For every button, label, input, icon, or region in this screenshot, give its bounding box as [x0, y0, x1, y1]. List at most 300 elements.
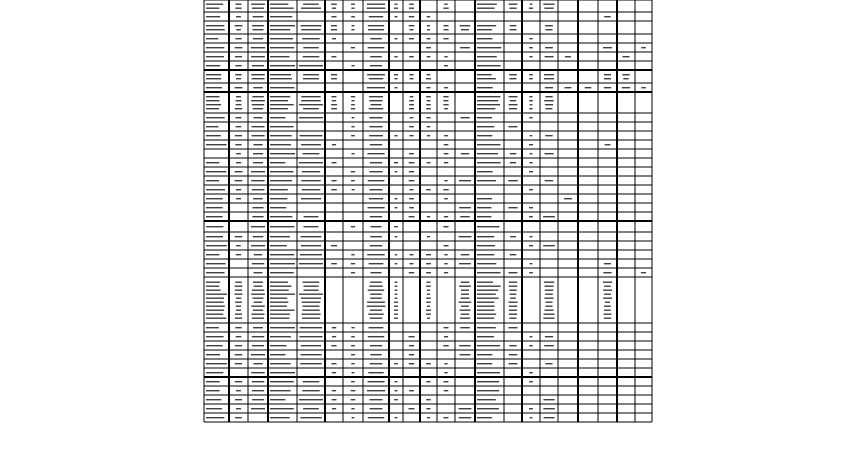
- cell-text-mark: [369, 198, 383, 199]
- cell-text-mark: [394, 162, 398, 163]
- cell-text-mark: [270, 298, 287, 299]
- cell-text-mark: [459, 286, 471, 287]
- cell-text-mark: [426, 96, 431, 97]
- cell-text-mark: [254, 302, 263, 303]
- cell-text-mark: [270, 153, 295, 154]
- cell-text-mark: [409, 171, 414, 172]
- cell-text-mark: [409, 38, 414, 39]
- cell-text-mark: [459, 207, 471, 208]
- cell-text-mark: [235, 65, 241, 66]
- cell-text-mark: [543, 318, 554, 319]
- cell-text-mark: [529, 74, 533, 75]
- cell-text-mark: [459, 417, 472, 418]
- cell-text-mark: [409, 336, 415, 337]
- cell-text-mark: [300, 417, 321, 418]
- cell-text-mark: [206, 290, 221, 291]
- cell-text-mark: [641, 87, 646, 88]
- cell-text-mark: [443, 38, 448, 39]
- cell-text-mark: [368, 47, 385, 48]
- cell-text-mark: [251, 245, 265, 246]
- cell-text-mark: [270, 171, 293, 172]
- cell-text-mark: [251, 408, 265, 409]
- cell-text-mark: [545, 180, 554, 181]
- cell-text-mark: [564, 198, 572, 199]
- cell-text-mark: [368, 180, 385, 181]
- cell-text-mark: [394, 56, 397, 57]
- cell-text-mark: [509, 96, 518, 97]
- cell-text-mark: [477, 171, 493, 172]
- cell-text-mark: [270, 286, 292, 287]
- cell-text-mark: [622, 74, 629, 75]
- cell-text-mark: [299, 117, 323, 118]
- cell-text-mark: [351, 345, 355, 346]
- cell-text-mark: [444, 417, 449, 418]
- cell-text-mark: [270, 345, 287, 346]
- cell-text-mark: [332, 144, 336, 145]
- cell-text-mark: [351, 363, 354, 364]
- cell-text-mark: [509, 345, 516, 346]
- cell-text-mark: [395, 381, 398, 382]
- cell-text-mark: [236, 254, 241, 255]
- cell-text-mark: [235, 108, 242, 109]
- cell-text-mark: [426, 78, 431, 79]
- cell-text-mark: [251, 100, 265, 101]
- cell-text-mark: [351, 96, 355, 97]
- cell-text-mark: [509, 104, 518, 105]
- cell-text-mark: [368, 381, 385, 382]
- cell-text-mark: [603, 282, 612, 283]
- cell-text-mark: [301, 29, 321, 30]
- cell-text-mark: [477, 198, 492, 199]
- cell-text-mark: [477, 408, 499, 409]
- cell-text-mark: [459, 263, 471, 264]
- cell-text-mark: [509, 354, 518, 355]
- cell-text-mark: [206, 162, 219, 163]
- cell-text-mark: [477, 25, 496, 26]
- cell-text-mark: [253, 108, 264, 109]
- cell-text-mark: [510, 162, 516, 163]
- cell-text-mark: [206, 216, 223, 217]
- cell-text-mark: [409, 4, 414, 5]
- cell-text-mark: [477, 47, 501, 48]
- cell-text-mark: [301, 198, 321, 199]
- cell-text-mark: [270, 336, 291, 337]
- cell-text-mark: [331, 29, 337, 30]
- cell-text-mark: [303, 282, 320, 283]
- cell-text-mark: [409, 126, 414, 127]
- cell-text-mark: [529, 207, 533, 208]
- cell-text-mark: [252, 290, 264, 291]
- cell-text-mark: [206, 189, 225, 190]
- cell-text-mark: [303, 153, 320, 154]
- cell-text-mark: [251, 372, 264, 373]
- cell-text-mark: [605, 144, 611, 145]
- cell-text-mark: [460, 327, 470, 328]
- cell-text-mark: [410, 78, 414, 79]
- cell-text-mark: [544, 345, 554, 346]
- cell-text-mark: [299, 263, 323, 264]
- cell-text-mark: [395, 417, 398, 418]
- cell-text-mark: [369, 327, 384, 328]
- cell-text-mark: [368, 372, 383, 373]
- cell-text-mark: [331, 189, 337, 190]
- cell-text-mark: [460, 47, 470, 48]
- cell-text-mark: [443, 189, 448, 190]
- cell-text-mark: [426, 298, 431, 299]
- cell-text-mark: [369, 96, 383, 97]
- cell-text-mark: [369, 78, 383, 79]
- cell-text-mark: [443, 8, 448, 9]
- cell-text-mark: [369, 263, 384, 264]
- cell-text-mark: [444, 216, 448, 217]
- cell-text-mark: [270, 314, 290, 315]
- cell-text-mark: [252, 216, 263, 217]
- cell-text-mark: [545, 286, 554, 287]
- cell-text-mark: [477, 108, 495, 109]
- cell-text-mark: [270, 198, 287, 199]
- cell-text-mark: [252, 381, 264, 382]
- cell-text-mark: [351, 29, 354, 30]
- cell-text-mark: [510, 298, 516, 299]
- cell-text-mark: [604, 87, 611, 88]
- cell-text-mark: [477, 180, 496, 181]
- cell-text-mark: [371, 104, 382, 105]
- cell-text-mark: [235, 314, 242, 315]
- cell-text-mark: [477, 78, 496, 79]
- cell-text-mark: [529, 272, 533, 273]
- cell-text-mark: [461, 314, 470, 315]
- cell-text-mark: [270, 310, 295, 311]
- cell-text-mark: [477, 272, 501, 273]
- cell-text-mark: [299, 65, 323, 66]
- cell-text-mark: [252, 78, 265, 79]
- cell-text-mark: [444, 100, 449, 101]
- cell-text-mark: [529, 408, 533, 409]
- cell-text-mark: [235, 417, 242, 418]
- cell-text-mark: [301, 96, 320, 97]
- cell-text-mark: [351, 4, 355, 5]
- cell-text-mark: [477, 4, 497, 5]
- cell-text-mark: [369, 16, 383, 17]
- cell-text-mark: [235, 38, 241, 39]
- cell-text-mark: [461, 153, 469, 154]
- cell-text-mark: [477, 96, 500, 97]
- cell-text-mark: [235, 56, 242, 57]
- cell-text-mark: [270, 117, 285, 118]
- cell-text-mark: [301, 345, 321, 346]
- cell-text-mark: [410, 189, 414, 190]
- cell-text-mark: [370, 162, 383, 163]
- cell-text-mark: [545, 153, 554, 154]
- cell-text-mark: [352, 100, 355, 101]
- cell-text-mark: [426, 310, 431, 311]
- cell-text-mark: [352, 117, 355, 118]
- cell-text-mark: [477, 87, 493, 88]
- cell-text-mark: [529, 372, 533, 373]
- cell-text-mark: [252, 8, 264, 9]
- cell-text-mark: [546, 29, 553, 30]
- cell-text-mark: [409, 104, 414, 105]
- cell-text-mark: [394, 363, 398, 364]
- cell-text-mark: [206, 318, 226, 319]
- cell-text-mark: [409, 408, 415, 409]
- cell-text-mark: [546, 108, 553, 109]
- cell-text-mark: [394, 399, 398, 400]
- cell-text-mark: [253, 198, 263, 199]
- cell-text-mark: [529, 345, 533, 346]
- cell-text-mark: [444, 180, 447, 181]
- cell-text-mark: [351, 254, 354, 255]
- cell-text-mark: [206, 16, 220, 17]
- cell-text-mark: [367, 4, 385, 5]
- cell-text-mark: [235, 345, 242, 346]
- cell-text-mark: [426, 381, 430, 382]
- cell-text-mark: [546, 306, 553, 307]
- cell-text-mark: [331, 104, 337, 105]
- cell-text-mark: [270, 126, 294, 127]
- cell-text-mark: [427, 38, 431, 39]
- cell-text-mark: [235, 144, 241, 145]
- cell-text-mark: [270, 363, 291, 364]
- cell-text-mark: [530, 104, 533, 105]
- cell-text-mark: [206, 4, 223, 5]
- cell-text-mark: [426, 272, 431, 273]
- cell-text-mark: [410, 263, 414, 264]
- cell-text-mark: [304, 216, 319, 217]
- cell-text-mark: [235, 47, 243, 48]
- cell-text-mark: [444, 263, 447, 264]
- cell-text-mark: [426, 263, 431, 264]
- cell-text-mark: [544, 8, 553, 9]
- cell-text-mark: [206, 372, 223, 373]
- cell-text-mark: [427, 25, 430, 26]
- cell-text-mark: [426, 408, 430, 409]
- cell-text-mark: [332, 363, 337, 364]
- cell-text-mark: [301, 8, 321, 9]
- cell-text-mark: [371, 226, 382, 227]
- cell-text-mark: [459, 345, 471, 346]
- cell-text-mark: [461, 117, 470, 118]
- cell-text-mark: [477, 74, 492, 75]
- cell-text-mark: [461, 290, 469, 291]
- cell-text-mark: [459, 408, 472, 409]
- cell-text-mark: [236, 126, 242, 127]
- cell-text-mark: [270, 47, 294, 48]
- cell-text-mark: [370, 408, 383, 409]
- cell-text-mark: [395, 263, 398, 264]
- cell-text-mark: [565, 87, 572, 88]
- cell-text-mark: [332, 327, 336, 328]
- cell-text-mark: [623, 56, 630, 57]
- cell-text-mark: [461, 254, 469, 255]
- cell-text-mark: [331, 78, 337, 79]
- cell-text-mark: [332, 38, 336, 39]
- cell-text-mark: [253, 327, 263, 328]
- cell-text-mark: [444, 254, 447, 255]
- cell-text-mark: [477, 345, 500, 346]
- cell-text-mark: [545, 56, 554, 57]
- cell-text-mark: [252, 96, 263, 97]
- cell-text-mark: [206, 108, 219, 109]
- cell-text-mark: [236, 96, 241, 97]
- cell-text-mark: [270, 56, 290, 57]
- cell-text-mark: [206, 180, 219, 181]
- cell-text-mark: [270, 104, 294, 105]
- cell-text-mark: [409, 74, 413, 75]
- cell-text-mark: [235, 74, 242, 75]
- cell-text-mark: [206, 286, 219, 287]
- cell-text-mark: [477, 336, 494, 337]
- cell-text-mark: [460, 216, 470, 217]
- cell-text-mark: [206, 314, 223, 315]
- cell-text-mark: [368, 336, 384, 337]
- cell-text-mark: [509, 74, 517, 75]
- cell-text-mark: [443, 345, 448, 346]
- cell-text-mark: [302, 310, 319, 311]
- cell-text-mark: [427, 294, 430, 295]
- cell-text-mark: [461, 306, 469, 307]
- cell-text-mark: [270, 372, 295, 373]
- cell-text-mark: [206, 207, 223, 208]
- cell-text-mark: [444, 363, 447, 364]
- cell-text-mark: [529, 381, 533, 382]
- cell-text-mark: [235, 8, 241, 9]
- cell-text-mark: [510, 254, 516, 255]
- cell-text-mark: [529, 38, 532, 39]
- cell-text-mark: [332, 162, 337, 163]
- cell-text-mark: [409, 207, 414, 208]
- cell-text-mark: [509, 318, 516, 319]
- cell-text-mark: [477, 263, 496, 264]
- cell-text-mark: [409, 354, 414, 355]
- cell-text-mark: [252, 314, 265, 315]
- cell-text-mark: [444, 372, 447, 373]
- cell-text-mark: [367, 153, 384, 154]
- cell-text-mark: [236, 336, 242, 337]
- cell-text-mark: [270, 135, 292, 136]
- cell-text-mark: [253, 207, 264, 208]
- cell-text-mark: [426, 108, 431, 109]
- cell-text-mark: [368, 314, 383, 315]
- cell-text-mark: [303, 381, 320, 382]
- cell-text-mark: [303, 56, 320, 57]
- cell-text-mark: [459, 236, 472, 237]
- cell-text-mark: [301, 236, 322, 237]
- cell-text-mark: [302, 318, 320, 319]
- cell-text-mark: [270, 78, 292, 79]
- cell-text-mark: [332, 96, 337, 97]
- cell-text-mark: [544, 314, 555, 315]
- cell-text-mark: [206, 336, 224, 337]
- cell-text-mark: [206, 306, 225, 307]
- cell-text-mark: [427, 318, 430, 319]
- cell-text-mark: [603, 47, 612, 48]
- cell-text-mark: [427, 282, 431, 283]
- cell-text-mark: [251, 354, 265, 355]
- cell-text-mark: [253, 87, 262, 88]
- cell-text-mark: [409, 100, 414, 101]
- cell-text-mark: [370, 189, 383, 190]
- cell-text-mark: [477, 298, 499, 299]
- cell-text-mark: [301, 100, 321, 101]
- cell-text-mark: [370, 318, 382, 319]
- cell-text-mark: [270, 74, 291, 75]
- cell-text-mark: [270, 306, 287, 307]
- cell-text-mark: [477, 144, 500, 145]
- cell-text-mark: [369, 126, 382, 127]
- cell-text-mark: [477, 282, 493, 283]
- cell-text-mark: [351, 408, 354, 409]
- cell-text-mark: [370, 363, 383, 364]
- cell-text-mark: [235, 87, 243, 88]
- cell-text-mark: [253, 29, 264, 30]
- cell-text-mark: [370, 216, 382, 217]
- cell-text-mark: [545, 87, 553, 88]
- cell-text-mark: [251, 74, 264, 75]
- cell-text-mark: [409, 198, 414, 199]
- cell-text-mark: [426, 254, 431, 255]
- cell-text-mark: [270, 226, 295, 227]
- cell-text-mark: [370, 56, 382, 57]
- cell-text-mark: [299, 104, 323, 105]
- cell-text-mark: [544, 417, 555, 418]
- cell-text-mark: [352, 25, 355, 26]
- cell-text-mark: [529, 8, 533, 9]
- cell-text-mark: [352, 153, 355, 154]
- cell-text-mark: [206, 117, 225, 118]
- cell-text-mark: [351, 399, 356, 400]
- cell-text-mark: [236, 162, 241, 163]
- cell-text-mark: [604, 306, 611, 307]
- cell-text-mark: [395, 282, 398, 283]
- cell-text-mark: [509, 327, 518, 328]
- cell-text-mark: [604, 16, 611, 17]
- cell-text-mark: [236, 16, 241, 17]
- cell-text-mark: [530, 263, 533, 264]
- cell-text-mark: [477, 56, 497, 57]
- cell-text-mark: [509, 310, 517, 311]
- cell-text-mark: [427, 306, 430, 307]
- cell-text-mark: [252, 126, 265, 127]
- cell-text-mark: [529, 171, 533, 172]
- cell-text-mark: [235, 135, 242, 136]
- cell-text-mark: [206, 310, 224, 311]
- cell-text-mark: [427, 417, 430, 418]
- cell-text-mark: [477, 117, 492, 118]
- cell-text-mark: [304, 286, 319, 287]
- cell-text-mark: [461, 294, 469, 295]
- cell-text-mark: [605, 302, 610, 303]
- cell-text-mark: [543, 4, 554, 5]
- cell-text-mark: [369, 108, 383, 109]
- cell-text-mark: [236, 104, 242, 105]
- cell-text-mark: [253, 144, 262, 145]
- cell-text-mark: [253, 298, 264, 299]
- cell-text-mark: [352, 189, 355, 190]
- cell-text-mark: [395, 87, 398, 88]
- cell-text-mark: [253, 236, 264, 237]
- cell-text-mark: [206, 245, 227, 246]
- cell-text-mark: [603, 272, 611, 273]
- cell-text-mark: [352, 417, 355, 418]
- cell-text-mark: [477, 254, 494, 255]
- cell-text-mark: [545, 104, 553, 105]
- cell-text-mark: [270, 87, 294, 88]
- cell-text-mark: [565, 56, 571, 57]
- cell-text-mark: [206, 171, 226, 172]
- cell-text-mark: [444, 29, 449, 30]
- cell-text-mark: [426, 286, 431, 287]
